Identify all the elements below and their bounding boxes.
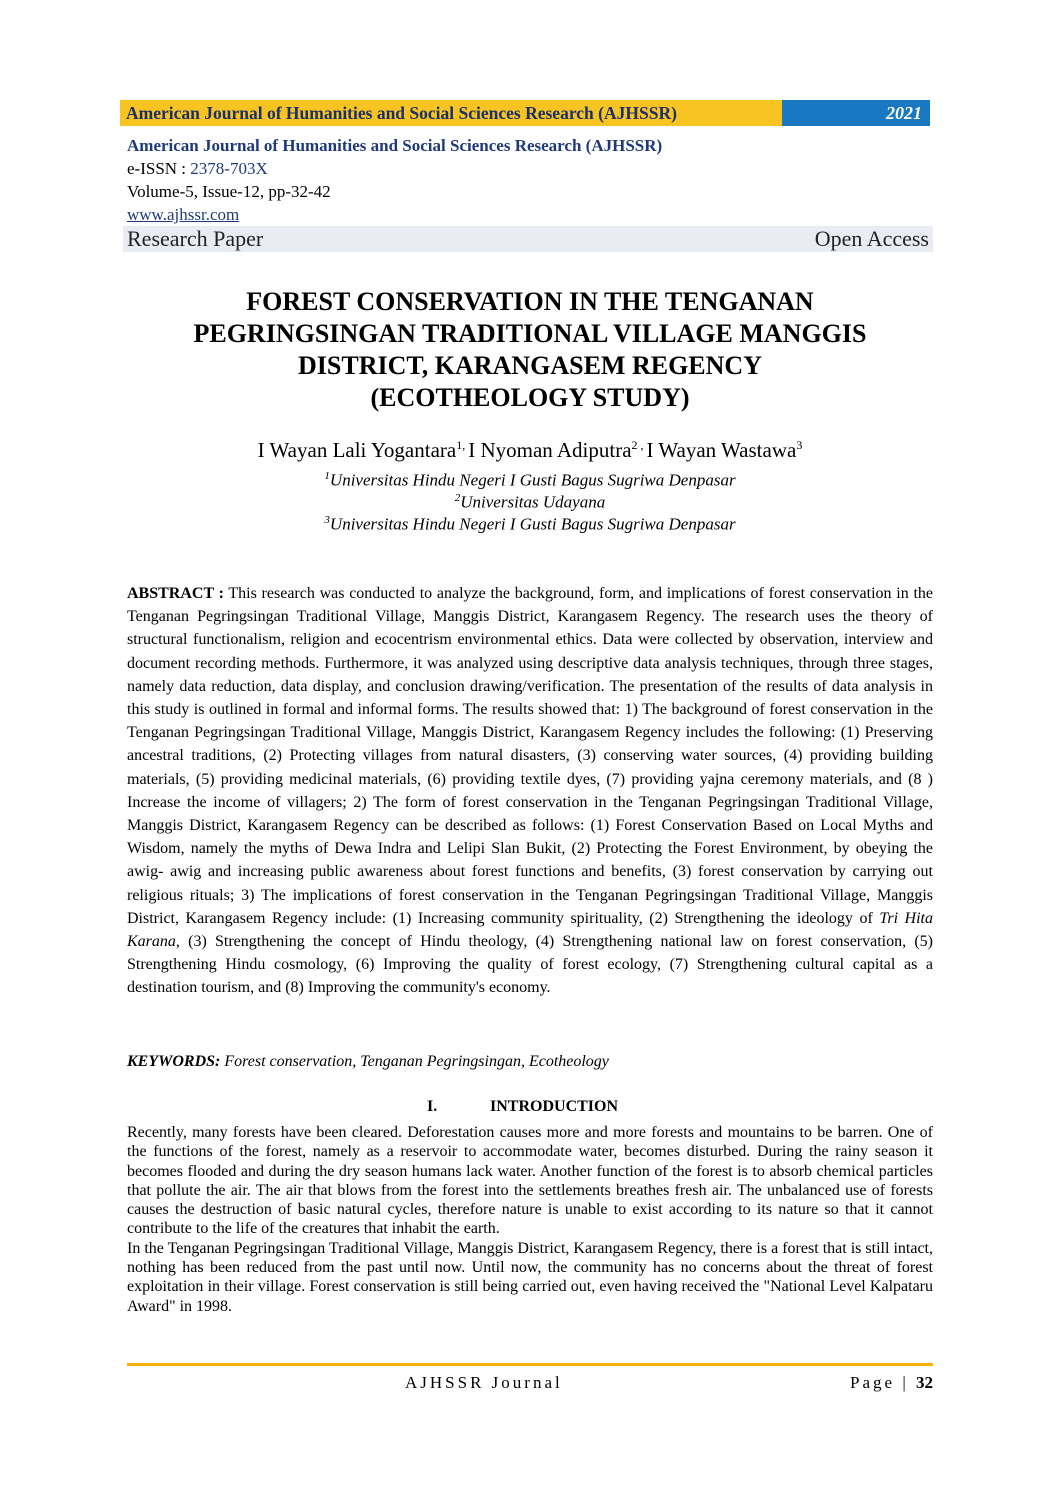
page-label: Page | <box>850 1373 909 1392</box>
title-line: PEGRINGSINGAN TRADITIONAL VILLAGE MANGGIS <box>193 319 867 348</box>
affiliation-sup: 1 <box>324 470 330 482</box>
footer-rule <box>127 1363 933 1366</box>
title-line: DISTRICT, KARANGASEM REGENCY <box>298 351 762 380</box>
title-line: FOREST CONSERVATION IN THE TENGANAN <box>246 287 814 316</box>
journal-title: American Journal of Humanities and Social Sciences Research (AJHSSR) <box>127 136 663 155</box>
abstract-text: , (3) Strengthening the concept of Hindu theology, (4) Strengthening national law on forest conservation, (5) Strengthening Hindu cosmology, (6) Improving the quality of forest ecology, (7) Strengthening cultural capital as a destination tourism, and (8) Improving the community's economy. <box>127 933 933 997</box>
affiliation-text: Universitas Hindu Negeri I Gusti Bagus Sugriwa Denpasar <box>329 470 736 490</box>
section-title: INTRODUCTION <box>490 1098 619 1115</box>
author-name: I Wayan Lali Yogantara <box>257 438 457 462</box>
paragraph: In the Tenganan Pegringsingan Traditional Village, Manggis District, Karangasem Regency, there is a forest that is still intact, nothing has been reduced from the past until now. Until now, the community has no concerns about the threat of forest exploitation in their village. Forest conservation is still being carried out, even having received the "National Level Kalpataru Award" in 1998. <box>127 1239 933 1315</box>
journal-website-link[interactable]: www.ajhssr.com <box>127 205 240 224</box>
affiliation-sup: 2 <box>454 492 461 504</box>
affiliation-text: Universitas Udayana <box>460 492 606 512</box>
paper-type: Research Paper <box>127 226 264 251</box>
paragraph: Recently, many forests have been cleared. Deforestation causes more and more forests and mountains to be barren. One of the functions of the forest, namely as a reservoir to accommodate water, becomes disturbed. During the rainy season it becomes flooded and during the dry season humans lack water. Another function of the forest is to absorb chemical particles that pollute the air. The air that blows from the forest into the settlements breathes fresh air. The unbalanced use of forests causes the destruction of basic natural cycles, therefore nature is unable to exist according to its nature so that it cannot contribute to the life of the creatures that inhabit the earth. <box>127 1124 933 1238</box>
affiliation-sup: 3 <box>324 514 330 526</box>
author-name: I Wayan Wastawa <box>646 438 797 462</box>
keywords-label: KEYWORDS: <box>127 1053 221 1070</box>
journal-meta <box>127 134 662 226</box>
page-number: 32 <box>916 1373 933 1392</box>
section-number: I. <box>427 1098 438 1115</box>
author-name: I Nyoman Adiputra <box>468 438 632 462</box>
issn-value: 2378-703X <box>190 159 268 178</box>
affiliation <box>120 509 940 536</box>
abstract-label: ABSTRACT : <box>127 585 224 602</box>
paper-type-bar <box>123 226 933 252</box>
author-sup: 3 <box>796 438 803 452</box>
abstract <box>127 582 933 1000</box>
abstract-italic-term: Tri Hita Karana <box>127 909 934 951</box>
volume-info: Volume-5, Issue-12, pp-32-42 <box>127 182 331 201</box>
footer-journal: AJHSSR Journal <box>405 1373 563 1392</box>
issn-line <box>127 157 662 180</box>
footer-page <box>850 1373 933 1393</box>
author-sup: 1, <box>456 438 469 452</box>
affiliation-text: Universitas Hindu Negeri I Gusti Bagus Sugriwa Denpasar <box>329 514 736 534</box>
author-sup: 2 , <box>631 438 647 452</box>
issn-label: e-ISSN : <box>127 159 191 178</box>
running-header-year: 2021 <box>782 100 930 126</box>
abstract-text: This research was conducted to analyze the background, form, and implications of forest conservation in the Tenganan Pegringsingan Traditional Village, Manggis District, Karangasem Regency. The research uses the theory of structural functionalism, religion and ecocentrism environmental ethics. Data were collected by observation, interview and document recording methods. Furthermore, it was analyzed using descriptive data analysis techniques, through three stages, namely data reduction, data display, and conclusion drawing/verification. The presentation of the results of data analysis in this study is outlined in formal and informal forms. The results showed that: 1) The background of forest conservation in the Tenganan Pegringsingan Traditional Village, Manggis District, Karangasem Regency includes the following: (1) Preserving ancestral traditions, (2) Protecting villages from natural disasters, (3) conserving water sources, (4) providing building materials, (5) providing medicinal materials, (6) providing textile dyes, (7) providing yajna ceremony materials, and (8 ) Increase the income of villagers; 2) The form of forest conservation in the Tenganan Pegringsingan Traditional Village, Manggis District, Karangasem Regency can be described as follows: (1) Forest Conservation Based on Local Myths and Wisdom, namely the myths of Dewa Indra and Lelipi Slan Bukit, (2) Protecting the Forest Environment, by obeying the awig- awig and increasing public awareness about forest functions and benefits, (3) forest conservation by carrying out religious rituals; 3) The implications of forest conservation in the Tenganan Pegringsingan Traditional Village, Manggis District, Karangasem Regency include: (1) Increasing community spirituality, (2) Strengthening the ideology of <box>127 585 934 927</box>
keywords <box>127 1053 609 1071</box>
paper-title <box>120 286 940 414</box>
access-type: Open Access <box>814 226 929 251</box>
keywords-text: Forest conservation, Tenganan Pegringsingan, Ecotheology <box>220 1053 609 1070</box>
introduction-body <box>127 1123 933 1316</box>
author-list <box>120 438 940 463</box>
running-header <box>120 100 930 126</box>
running-header-journal: American Journal of Humanities and Social Sciences Research (AJHSSR) <box>120 100 782 126</box>
title-line: (ECOTHEOLOGY STUDY) <box>370 383 690 412</box>
